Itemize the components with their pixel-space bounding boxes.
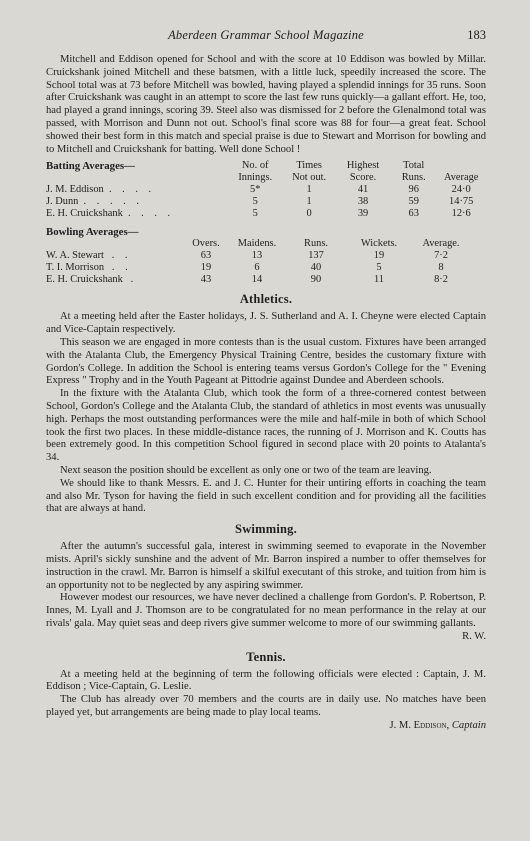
table-row — [46, 250, 470, 262]
batting-header: Score. — [349, 172, 377, 184]
leader-dots: . . — [111, 262, 132, 274]
athletics-paragraph: At a meeting held after the Easter holidays, J. S. Sutherland and A. I. Cheyne were elected Captain and Vice-Captain respectively. — [46, 311, 486, 336]
overs-cell: 43 — [200, 274, 212, 286]
batting-header: Runs. — [401, 172, 426, 184]
bowling-header: Overs. — [192, 238, 220, 250]
batting-header-top: No. of — [241, 160, 269, 172]
wickets-cell: 19 — [373, 250, 385, 262]
leader-dots: . . . . — [127, 208, 175, 220]
bowling-header: Wickets. — [360, 238, 398, 250]
batting-header: Not out. — [292, 172, 327, 184]
table-row — [46, 208, 486, 220]
table-row — [46, 274, 470, 286]
batting-header: Average — [443, 172, 479, 184]
player-name: E. H. Cruickshank — [46, 274, 123, 286]
player-name: W. A. Stewart — [46, 250, 104, 262]
runs-cell: 63 — [408, 208, 419, 220]
tennis-paragraph: At a meeting held at the beginning of term the following officials were elected : Captain, J. M. Eddison ; Vice-Captain, G. Leslie. — [46, 668, 486, 693]
runs-cell: 59 — [408, 196, 419, 208]
wickets-cell: 5 — [376, 262, 382, 274]
leader-dots: . . . . . — [83, 196, 143, 208]
highest-cell: 39 — [357, 208, 369, 220]
highest-cell: 38 — [357, 196, 369, 208]
runs-cell: 137 — [308, 250, 324, 262]
bowling-header: Runs. — [304, 238, 328, 250]
player-name: T. I. Morrison — [46, 262, 105, 274]
swimming-paragraph: After the autumn's successful gala, interest in swimming seemed to evaporate in the November mists. April's sickly sunshine and the advent of Mr. Barron inspired a number to offer themselves for instruction in the crawl. Mr. Barron is himself a skilful executant of this stroke, and tuition from him is an opportunity not to be neglected by any aspiring swimmer. — [46, 541, 486, 591]
highest-cell: 41 — [357, 184, 369, 196]
player-name: J. M. Eddison — [46, 184, 104, 196]
batting-header-top: Times — [296, 160, 322, 172]
innings-cell: 5 — [252, 208, 258, 220]
bowling-averages-label: Bowling Averages— — [46, 226, 139, 239]
tennis-heading: Tennis. — [246, 649, 286, 664]
maidens-cell: 14 — [251, 274, 263, 286]
intro-paragraph: Mitchell and Eddison opened for School and with the score at 10 Eddison was bowled by Millar. Cruickshank joined Mitchell and these batsmen, with a little luck, speedily increased the score. The School total was at 73 before Mitchell was bowled, having played a splendid innings for 35 runs. Soon after Cruickshank was caught in an attempt to score the last few runs quickly—a gallant effort. He, too, had played a grand innings, scoring 39. Steel also was dismissed for 2 before the Glenalmond total was passed, with Morrison and Dunn not out. School's final score was 88 for four—a great feat. School showed their best form in this match and special praise is due to Stewart and Morrison for bowling and to Mitchell and Cruickshank for batting. Well done School ! — [46, 54, 486, 155]
tennis-paragraph: The Club has already over 70 members and the courts are in daily use. No matches have been played yet, but arrangements are being made to play local teams. — [46, 694, 486, 718]
swimming-paragraph: However modest our resources, we have never declined a challenge from Gordon's. P. Robertson, P. Innes, M. Lyall and J. Thomson are to be congratulated for no mean performance in the relay at our rivals' gala. May quiet seas and deep rivers give summer welcome to more of our swimming gallants. — [46, 592, 486, 629]
innings-cell: 5 — [252, 196, 258, 208]
overs-cell: 19 — [200, 262, 212, 274]
signature-role: Captain — [451, 719, 486, 731]
athletics-paragraph: In the fixture with the Atalanta Club, which took the form of a three-cornered contest between School, Gordon's College and the Atalanta Club, the standard of athletics in most events was unusually high. Perhaps the most outstanding performances were the mile and half-mile in both of which School took the first two places. In these middle-distance races, the running of J. Morrison and K. Coutts has been extremely good. In this competition School figured in second place with 20 points to Atalanta's 34. — [46, 388, 486, 464]
average-cell: 12·6 — [451, 208, 471, 220]
innings-cell: 5* — [250, 184, 261, 196]
athletics-paragraph: Next season the position should be excellent as only one or two of the team are leaving. — [60, 464, 432, 476]
average-cell: 24·0 — [451, 184, 471, 196]
average-cell: 14·75 — [449, 196, 474, 208]
overs-cell: 63 — [200, 250, 212, 262]
average-cell: 8·2 — [434, 274, 448, 286]
table-row — [46, 196, 486, 208]
runs-cell: 96 — [408, 184, 419, 196]
running-head — [46, 28, 486, 48]
batting-averages-table — [46, 160, 486, 220]
table-row — [46, 262, 470, 274]
maidens-cell: 13 — [251, 250, 263, 262]
swimming-signature: R. W. — [462, 630, 486, 642]
leader-dots: . . . . — [108, 184, 156, 196]
runs-cell: 40 — [310, 262, 322, 274]
not-out-cell: 0 — [306, 208, 312, 220]
player-name: J. Dunn — [46, 196, 79, 208]
athletics-paragraph: This season we are engaged in more contests than is the usual custom. Fixtures have been arranged with the Atalanta Club, the Emergency Physical Training Centre, besides the customary fixture with Gordon's College. In addition the School is entering teams versus Gordon's College for the " Evening Express " Trophy and in the Youth Pageant at Pittodrie against Dundee and Aberdeen schools. — [46, 336, 486, 387]
batting-header-top — [436, 160, 486, 172]
batting-header-top: Total — [403, 160, 425, 172]
wickets-cell: 11 — [373, 274, 384, 286]
batting-averages-label: Batting Averages— — [46, 160, 135, 173]
batting-header-top: Highest — [346, 160, 380, 172]
runs-cell: 90 — [310, 274, 322, 286]
bowling-header: Average. — [422, 238, 460, 250]
leader-dots: . — [130, 274, 138, 286]
tennis-signature — [46, 720, 486, 733]
running-title: Aberdeen Grammar School Magazine — [168, 28, 364, 42]
batting-header: Innings. — [238, 172, 273, 184]
swimming-heading: Swimming. — [235, 522, 297, 537]
not-out-cell: 1 — [306, 196, 312, 208]
page-number: 183 — [467, 28, 486, 42]
athletics-heading: Athletics. — [239, 292, 293, 307]
not-out-cell: 1 — [306, 184, 312, 196]
average-cell: 7·2 — [434, 250, 448, 262]
maidens-cell: 6 — [254, 262, 260, 274]
average-cell: 8 — [438, 262, 444, 274]
signature-name: J. M. Eddison, — [389, 719, 450, 731]
bowling-header: Maidens. — [237, 238, 277, 250]
leader-dots: . . — [111, 250, 132, 262]
table-row — [46, 184, 486, 196]
player-name: E. H. Cruickshank — [46, 208, 123, 220]
bowling-averages-table — [46, 226, 470, 286]
athletics-paragraph: We should like to thank Messrs. E. and J. C. Hunter for their untiring efforts in coaching the team and also Mr. Tyson for having the field in such excellent condition and for providing all the facilities that are always at hand. — [46, 477, 486, 515]
